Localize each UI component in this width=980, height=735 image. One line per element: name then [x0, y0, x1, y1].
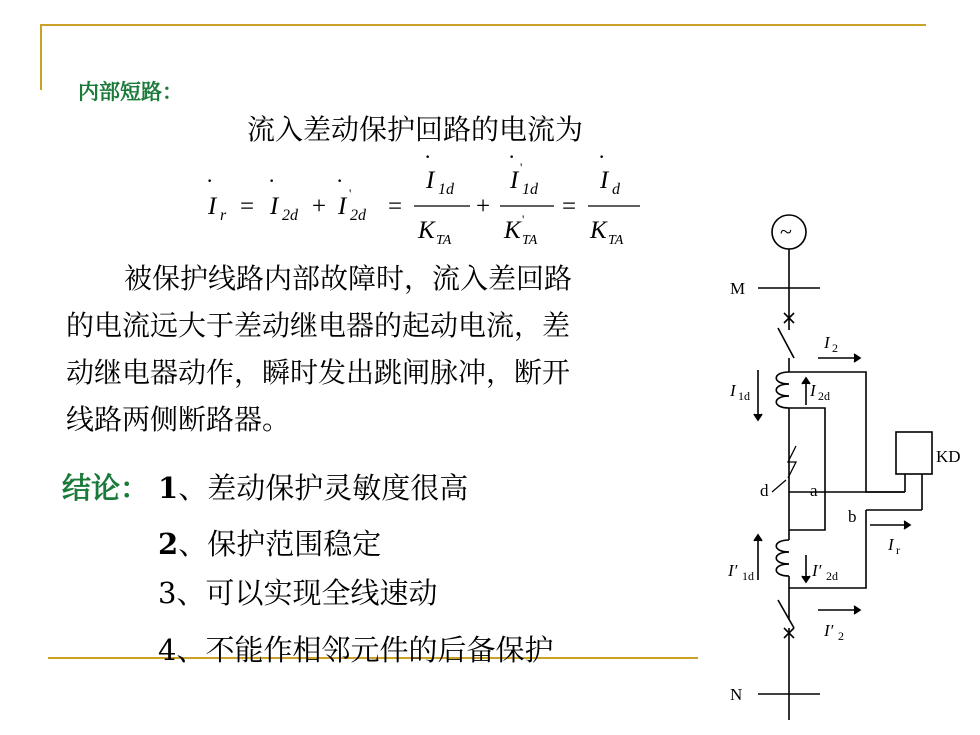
bus-m-label: M [730, 279, 746, 298]
i2-prime-arrow [818, 606, 860, 614]
i1d-label: I [730, 381, 736, 400]
i1d-prime-arrow [754, 535, 762, 580]
svg-text:d: d [612, 181, 620, 198]
ir-label: I [888, 535, 894, 554]
ac-source-symbol [772, 215, 806, 249]
relay-kd-label: KD [936, 447, 961, 466]
plus-sign: + [476, 193, 491, 220]
i2-label: I [824, 333, 830, 352]
node-b-label: b [848, 507, 857, 526]
conclusion-label-row [62, 466, 149, 507]
frame-left-line [40, 24, 42, 90]
intro-text: 流入差动保护回路的电流为 [247, 113, 584, 146]
svg-text:I: I [338, 193, 347, 220]
svg-text:I: I [208, 193, 217, 220]
fraction-2 [500, 144, 554, 248]
bus-n-label: N [730, 685, 743, 704]
item-text: 、保护范围稳定 [178, 527, 382, 561]
formula-term-1 [268, 168, 299, 224]
svg-text:I: I [426, 167, 435, 194]
i2-arrow [818, 354, 860, 362]
svg-text:2: 2 [838, 629, 844, 643]
paragraph-line: 的电流远大于差动继电器的起动电流，差 [66, 309, 571, 342]
svg-text:2d: 2d [826, 569, 838, 583]
section-heading: 内部短路： [78, 79, 183, 104]
fraction-3 [588, 144, 640, 248]
eq-sign: = [388, 193, 403, 220]
differential-protection-circuit [700, 200, 980, 730]
frame-top-line [40, 24, 926, 26]
conclusion-item [158, 628, 553, 669]
conclusion-label: 结论： [62, 471, 150, 505]
svg-text:1d: 1d [438, 181, 454, 198]
svg-text:·: · [424, 144, 432, 169]
svg-text:·: · [336, 168, 344, 193]
item-text: 、可以实现全线速动 [176, 576, 438, 610]
conclusion-item [158, 571, 437, 612]
svg-text:~: ~ [780, 219, 792, 244]
i1d-prime-label: I′ [728, 561, 738, 580]
item-text: 、不能作相邻元件的后备保护 [176, 633, 554, 667]
svg-text:2d: 2d [350, 207, 366, 224]
svg-text:·: · [268, 168, 276, 193]
item-text: 、差动保护灵敏度很高 [178, 471, 469, 505]
svg-text:I: I [510, 167, 519, 194]
svg-text:2d: 2d [818, 389, 830, 403]
ct-lower-coil [776, 540, 789, 552]
conclusion-item [158, 466, 468, 507]
explanation-paragraph [66, 255, 666, 443]
svg-text:TA: TA [522, 233, 538, 248]
eq-sign: = [562, 193, 577, 220]
svg-text:·: · [508, 144, 516, 169]
svg-text:K: K [418, 217, 435, 244]
svg-text:2: 2 [832, 341, 838, 355]
paragraph-line: 线路两侧断路器。 [66, 403, 291, 436]
i2-prime-label: I′ [824, 621, 834, 640]
conclusion-item [158, 522, 381, 563]
paragraph-line: 被保护线路内部故障时，流入差回路 [124, 262, 573, 295]
svg-text:1d: 1d [522, 181, 538, 198]
item-number: 2 [158, 527, 179, 561]
svg-text:r: r [896, 543, 900, 557]
fault-label: d [760, 481, 769, 500]
svg-text:·: · [206, 168, 214, 193]
svg-text:1d: 1d [742, 569, 754, 583]
node-a-label: a [810, 481, 818, 500]
i2d-prime-arrow [802, 555, 810, 582]
paragraph-line: 动继电器动作，瞬时发出跳闸脉冲，断开 [66, 356, 571, 389]
svg-text:': ' [520, 160, 523, 175]
item-number: 4 [158, 633, 177, 667]
svg-text:TA: TA [608, 233, 624, 248]
svg-text:I: I [270, 193, 279, 220]
fraction-1 [414, 144, 470, 248]
i2d-arrow [802, 378, 810, 405]
formula-term-2 [336, 168, 367, 224]
plus-sign: + [312, 193, 327, 220]
svg-text:·: · [598, 144, 606, 169]
svg-text:': ' [522, 212, 525, 227]
relay-kd-box [896, 432, 932, 474]
svg-text:K: K [504, 217, 521, 244]
eq-sign: = [240, 193, 255, 220]
i1d-arrow [754, 370, 762, 420]
formula-lhs [206, 168, 227, 224]
i2d-label: I [810, 381, 816, 400]
ir-arrow [870, 521, 910, 529]
item-number: 1 [158, 471, 179, 505]
svg-text:1d: 1d [738, 389, 750, 403]
differential-current-formula [200, 144, 650, 253]
svg-text:TA: TA [436, 233, 452, 248]
svg-text:2d: 2d [282, 207, 298, 224]
svg-text:K: K [590, 217, 607, 244]
i2d-prime-label: I′ [812, 561, 822, 580]
svg-text:': ' [349, 186, 352, 201]
svg-text:r: r [220, 207, 227, 224]
ct-upper-coil [776, 372, 789, 384]
svg-text:I: I [600, 167, 609, 194]
item-number: 3 [158, 576, 177, 610]
